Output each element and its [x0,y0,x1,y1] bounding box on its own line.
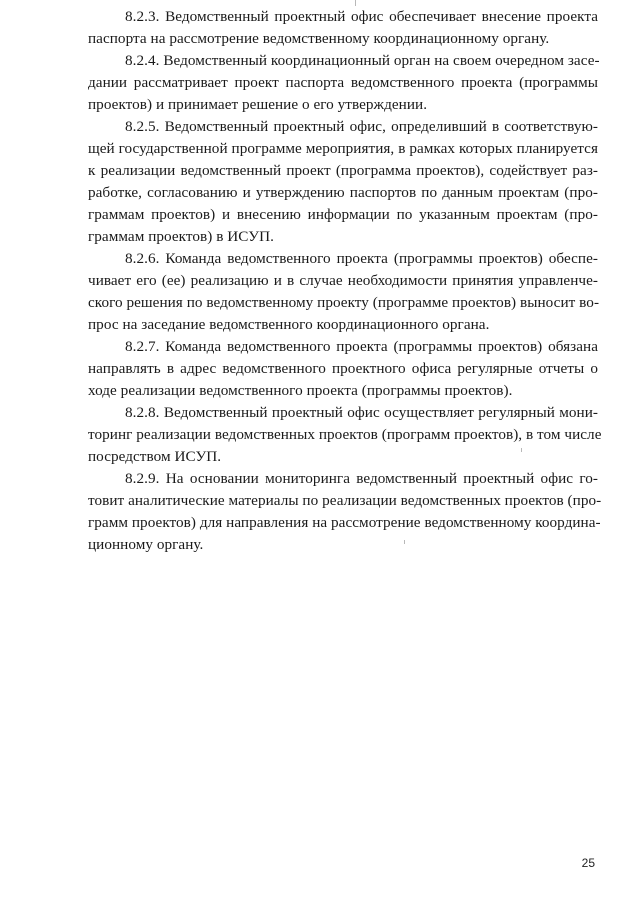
text-line: 8.2.5. Ведомственный проектный офис, определивший в соответствую- [125,118,598,135]
text-line: граммам проектов) в ИСУП. [88,228,274,245]
text-line: работке, согласованию и утверждению паспортов по данным проектам (про- [88,184,598,201]
text-line: граммам проектов) и внесению информации по указанным проектам (про- [88,206,598,223]
text-line: к реализации ведомственный проект (программа проектов), содействует раз- [88,162,598,179]
text-line: прос на заседание ведомственного координационного органа. [88,316,490,333]
page-number: 25 [581,856,595,870]
text-line: 8.2.8. Ведомственный проектный офис осуществляет регулярный мони- [125,404,598,421]
paragraph-8-2-5 [88,116,598,248]
text-line: 8.2.3. Ведомственный проектный офис обеспечивает внесение проекта [125,8,598,25]
body-text [88,6,602,556]
text-line: ционному органу. [88,536,204,553]
text-line: 8.2.6. Команда ведомственного проекта (программы проектов) обеспе- [125,250,598,267]
paragraph-8-2-3 [88,6,598,50]
text-line: торинг реализации ведомственных проектов (программ проектов), в том числе [88,426,602,443]
text-line: ского решения по ведомственному проекту (программе проектов) выносит во- [88,294,600,311]
text-line: щей государственной программе мероприятия, в рамках которых планируется [88,140,598,157]
text-line: 8.2.4. Ведомственный координационный орган на своем очередном засе- [125,52,600,69]
paragraph-8-2-9 [88,468,602,556]
text-line: посредством ИСУП. [88,448,222,465]
paragraph-8-2-7 [88,336,598,402]
text-line: 8.2.9. На основании мониторинга ведомственный проектный офис го- [125,470,598,487]
text-line: товит аналитические материалы по реализации ведомственных проектов (про- [88,492,602,509]
text-line: направлять в адрес ведомственного проектного офиса регулярные отчеты о [88,360,598,377]
paragraph-8-2-8 [88,402,602,468]
text-line: грамм проектов) для направления на рассмотрение ведомственному координа- [88,514,601,531]
text-line: ходе реализации ведомственного проекта (программы проектов). [88,382,513,399]
paragraph-8-2-4 [88,50,598,116]
text-line: проектов) и принимает решение о его утверждении. [88,96,428,113]
text-line: паспорта на рассмотрение ведомственному координационному органу. [88,30,550,47]
text-line: чивает его (ее) реализацию и в случае необходимости принятия управленче- [88,272,598,289]
paragraph-8-2-6 [88,248,598,336]
text-line: 8.2.7. Команда ведомственного проекта (программы проектов) обязана [125,338,598,355]
text-line: дании рассматривает проект паспорта ведомственного проекта (программы [88,74,598,91]
